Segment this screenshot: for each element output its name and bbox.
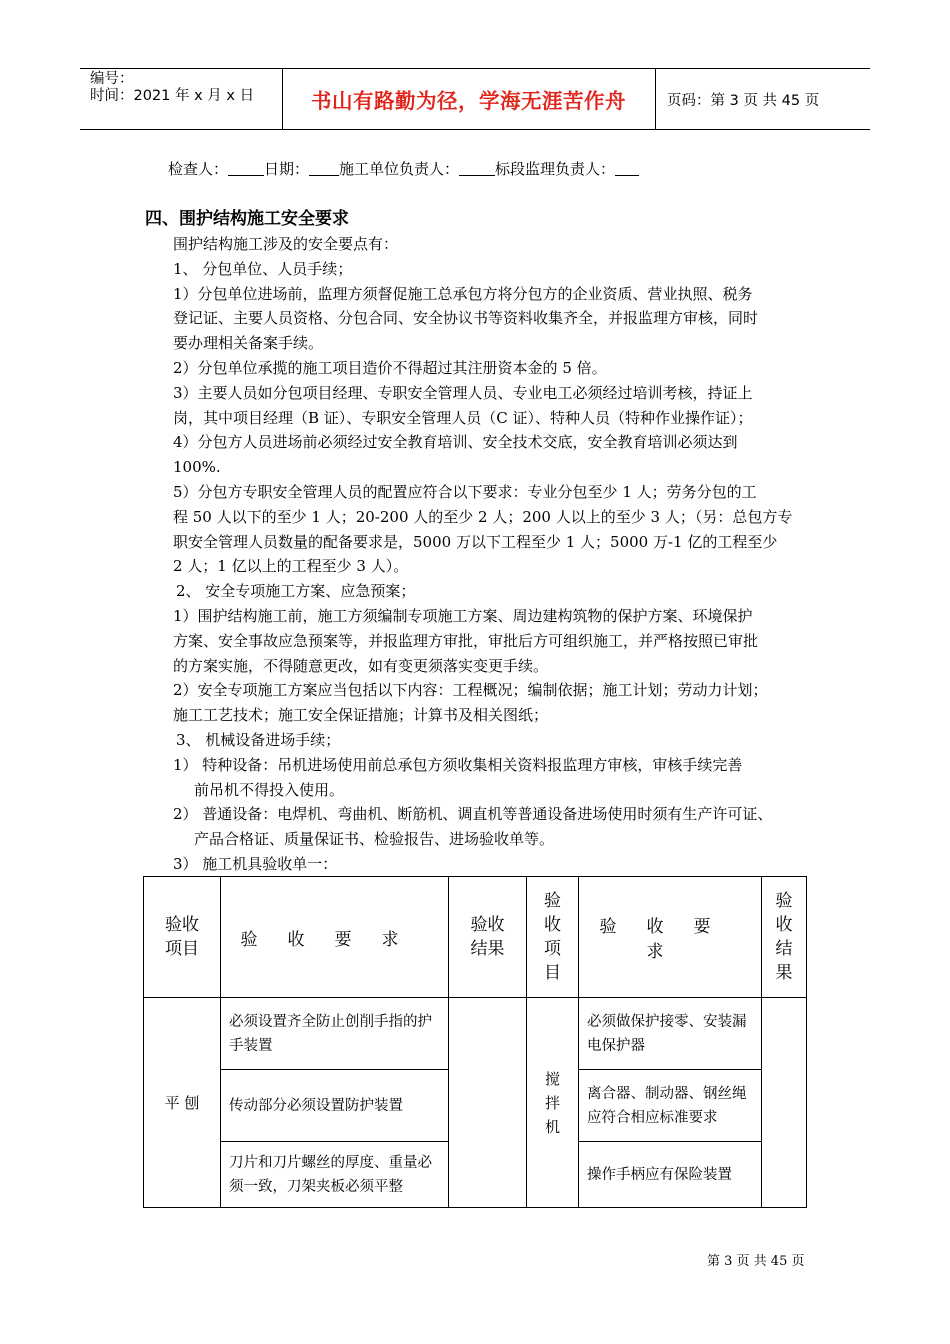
body-line: 1） 特种设备：吊机进场使用前总承包方须收集相关资料报监理方审核，审核手续完善 xyxy=(173,755,743,774)
header-requirement-2: 验收要求 xyxy=(579,877,762,998)
page-header xyxy=(80,68,870,130)
mixer-req: 必须做保护接零、安装漏电保护器 xyxy=(579,998,762,1070)
section-title: 四、围护结构施工安全要求 xyxy=(145,209,349,229)
body-line: 方案、安全事故应急预案等，并报监理方审批，审批后方可组织施工，并严格按照已审批 xyxy=(173,631,759,650)
body-line: 3） 施工机具验收单一： xyxy=(173,854,338,873)
body-line: 2 人；1 亿以上的工程至少 3 人）。 xyxy=(173,557,409,576)
body-line: 2）分包单位承揽的施工项目造价不得超过其注册资本金的 5 倍。 xyxy=(173,358,607,377)
body-line: 程 50 人以下的至少 1 人；20-200 人的至少 2 人；200 人以上的至少 3 人；（另：总包方专 xyxy=(173,507,793,526)
mixer-req: 操作手柄应有保险装置 xyxy=(579,1142,762,1208)
section-body xyxy=(173,232,813,877)
inspector-label: 检查人： xyxy=(168,160,229,178)
planer-req: 传动部分必须设置防护装置 xyxy=(221,1070,449,1142)
body-line: 1）围护结构施工前，施工方须编制专项施工方案、周边建构筑物的保护方案、环境保护 xyxy=(173,606,753,625)
planer-result xyxy=(449,998,527,1208)
header-result-2: 验收结果 xyxy=(762,877,807,998)
header-divider xyxy=(655,69,656,129)
contractor-lead-blank xyxy=(459,160,495,176)
equipment-acceptance-table xyxy=(143,876,807,1208)
inspector-blank xyxy=(228,160,264,176)
body-line: 前吊机不得投入使用。 xyxy=(194,780,345,799)
body-line: 1）分包单位进场前，监理方须督促施工总承包方将分包方的企业资质、营业执照、税务 xyxy=(173,284,753,303)
contractor-lead-label: 施工单位负责人： xyxy=(339,160,460,178)
body-line: 登记证、主要人员资格、分包合同、安全协议书等资料收集齐全，并报监理方审核，同时 xyxy=(173,309,759,328)
date-blank xyxy=(309,160,339,176)
inspection-signature-line xyxy=(168,158,639,179)
document-number: 编号： xyxy=(90,71,134,87)
body-line: 3、 机械设备进场手续； xyxy=(176,730,341,749)
body-line: 岗，其中项目经理（B 证）、专职安全管理人员（C 证）、特种人员（特种作业操作证）； xyxy=(173,408,753,427)
body-line: 的方案实施，不得随意更改，如有变更须落实变更手续。 xyxy=(173,656,549,675)
table-row xyxy=(144,998,807,1070)
body-line: 2）安全专项施工方案应当包括以下内容：工程概况；编制依据；施工计划；劳动力计划； xyxy=(173,681,768,700)
mixer-item: 搅拌机 xyxy=(527,998,579,1208)
body-line: 100%. xyxy=(173,458,221,477)
body-line: 2） 普通设备：电焊机、弯曲机、断筋机、调直机等普通设备进场使用时须有生产许可证、 xyxy=(173,805,773,824)
body-line: 3）主要人员如分包项目经理、专职安全管理人员、专业电工必须经过培训考核，持证上 xyxy=(173,383,753,402)
body-line: 围护结构施工涉及的安全要点有： xyxy=(173,235,399,253)
header-meta xyxy=(90,71,290,105)
header-item: 验收项目 xyxy=(144,877,221,998)
document-date: 时间：2021 年 x 月 x 日 xyxy=(90,88,255,104)
body-line: 4）分包方人员进场前必须经过安全教育培训、安全技术交底，安全教育培训必须达到 xyxy=(173,433,738,452)
body-line: 产品合格证、质量保证书、检验报告、进场验收单等。 xyxy=(194,830,555,849)
page-footer: 第 3 页 共 45 页 xyxy=(707,1254,805,1269)
header-requirement: 验收要求 xyxy=(221,877,449,998)
body-line: 职安全管理人员数量的配备要求是，5000 万以下工程至少 1 人；5000 万-1 亿的工程至少 xyxy=(173,532,778,551)
header-item-2: 验收项目 xyxy=(527,877,579,998)
supervisor-lead-blank xyxy=(615,160,639,176)
body-line: 要办理相关备案手续。 xyxy=(173,334,324,353)
mixer-req: 离合器、制动器、钢丝绳应符合相应标准要求 xyxy=(579,1070,762,1142)
body-line: 1、 分包单位、人员手续； xyxy=(173,259,353,278)
body-line: 5）分包方专职安全管理人员的配置应符合以下要求：专业分包至少 1 人；劳务分包的工 xyxy=(173,482,757,501)
body-line: 施工工艺技术；施工安全保证措施；计算书及相关图纸； xyxy=(173,706,549,725)
supervisor-lead-label: 标段监理负责人： xyxy=(495,160,616,178)
mixer-result xyxy=(762,998,807,1208)
date-label: 日期： xyxy=(264,160,310,178)
header-page-number: 页码：第 3 页 共 45 页 xyxy=(667,92,820,109)
planer-item: 平 刨 xyxy=(144,998,221,1208)
header-motto: 书山有路勤为径，学海无涯苦作舟 xyxy=(311,89,626,113)
planer-req: 刀片和刀片螺丝的厚度、重量必须一致，刀架夹板必须平整 xyxy=(221,1142,449,1208)
planer-req: 必须设置齐全防止创削手指的护手装置 xyxy=(221,998,449,1070)
header-result: 验收结果 xyxy=(449,877,527,998)
table-header-row xyxy=(144,877,807,998)
body-line: 2、 安全专项施工方案、应急预案； xyxy=(176,582,416,601)
